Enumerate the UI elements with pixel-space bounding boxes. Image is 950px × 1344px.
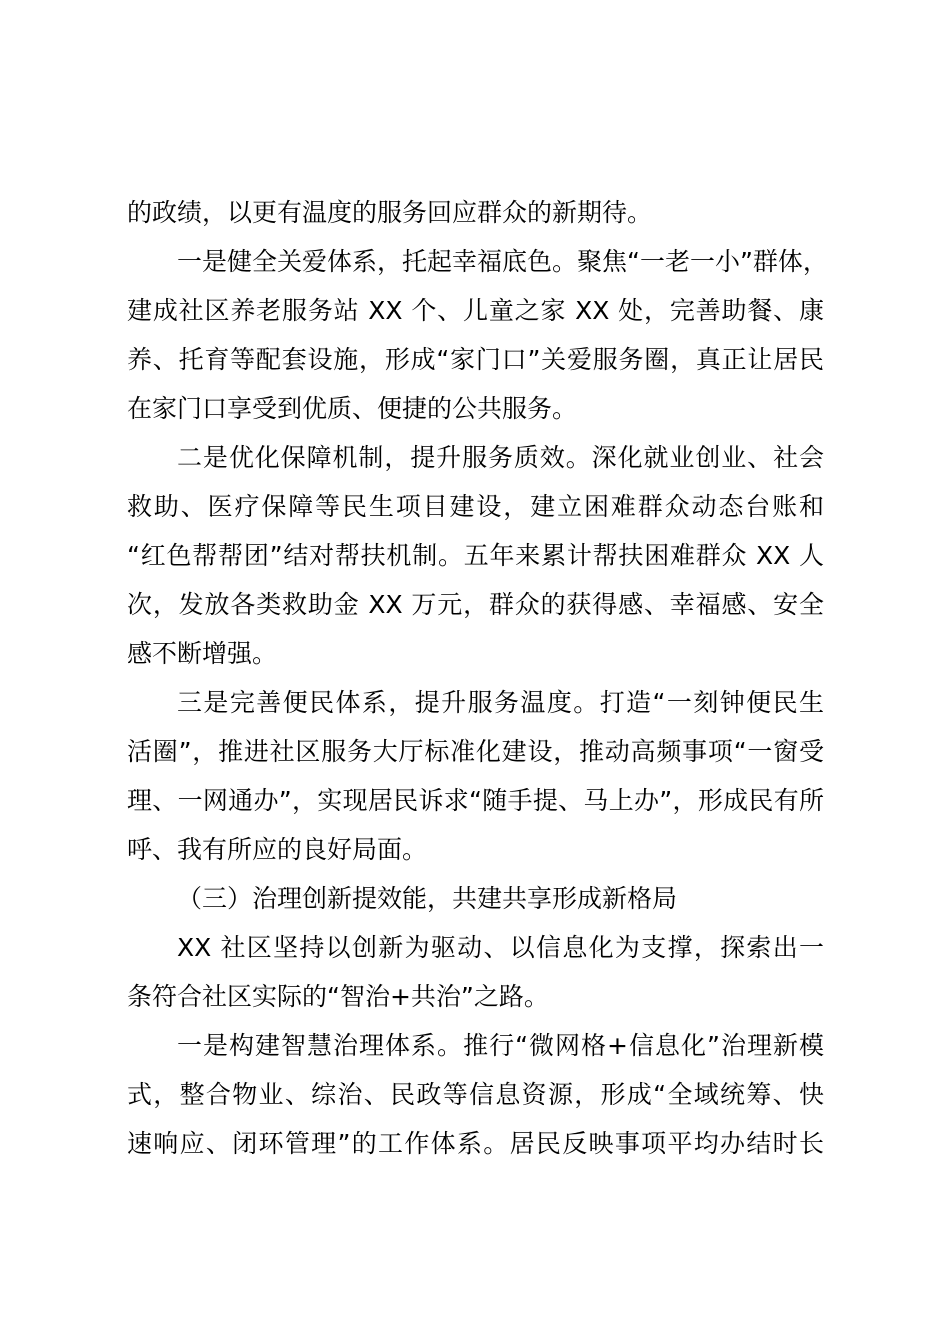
text-line: 养、托育等配套设施，形成“家门口”关爱服务圈，真正让居民 [127, 345, 824, 374]
document-body [127, 188, 828, 1168]
text-line: 的政绩，以更有温度的服务回应群众的新期待。 [127, 198, 653, 227]
text-line: 一是构建智慧治理体系。推行“微网格+信息化”治理新模 [177, 1031, 824, 1060]
text-line: 感不断增强。 [127, 639, 278, 668]
text-line: 在家门口享受到优质、便捷的公共服务。 [127, 394, 578, 423]
text-line: “红色帮帮团”结对帮扶机制。五年来累计帮扶困难群众 XX 人 [127, 541, 824, 570]
text-line: 救助、医疗保障等民生项目建设，建立困难群众动态台账和 [127, 492, 824, 521]
text-line: 一是健全关爱体系，托起幸福底色。聚焦“一老一小”群体， [177, 247, 828, 276]
text-line: 次，发放各类救助金 XX 万元，群众的获得感、幸福感、安全 [127, 590, 824, 619]
text-line: （三）治理创新提效能，共建共享形成新格局 [177, 884, 678, 913]
text-line: 速响应、闭环管理”的工作体系。居民反映事项平均办结时长 [127, 1129, 824, 1158]
text-line: 理、一网通办”，实现居民诉求“随手提、马上办”，形成民有所 [127, 786, 824, 815]
text-line: 活圈”，推进社区服务大厅标准化建设，推动高频事项“一窗受 [127, 737, 824, 766]
text-line: 条符合社区实际的“智治+共治”之路。 [127, 982, 549, 1011]
text-line: 呼、我有所应的良好局面。 [127, 835, 428, 864]
text-line: XX 社区坚持以创新为驱动、以信息化为支撑，探索出一 [177, 933, 824, 962]
text-line: 式，整合物业、综治、民政等信息资源，形成“全域统筹、快 [127, 1080, 824, 1109]
text-line: 建成社区养老服务站 XX 个、儿童之家 XX 处，完善助餐、康 [127, 296, 824, 325]
text-line: 三是完善便民体系，提升服务温度。打造“一刻钟便民生 [177, 688, 824, 717]
text-line: 二是优化保障机制，提升服务质效。深化就业创业、社会 [177, 443, 824, 472]
